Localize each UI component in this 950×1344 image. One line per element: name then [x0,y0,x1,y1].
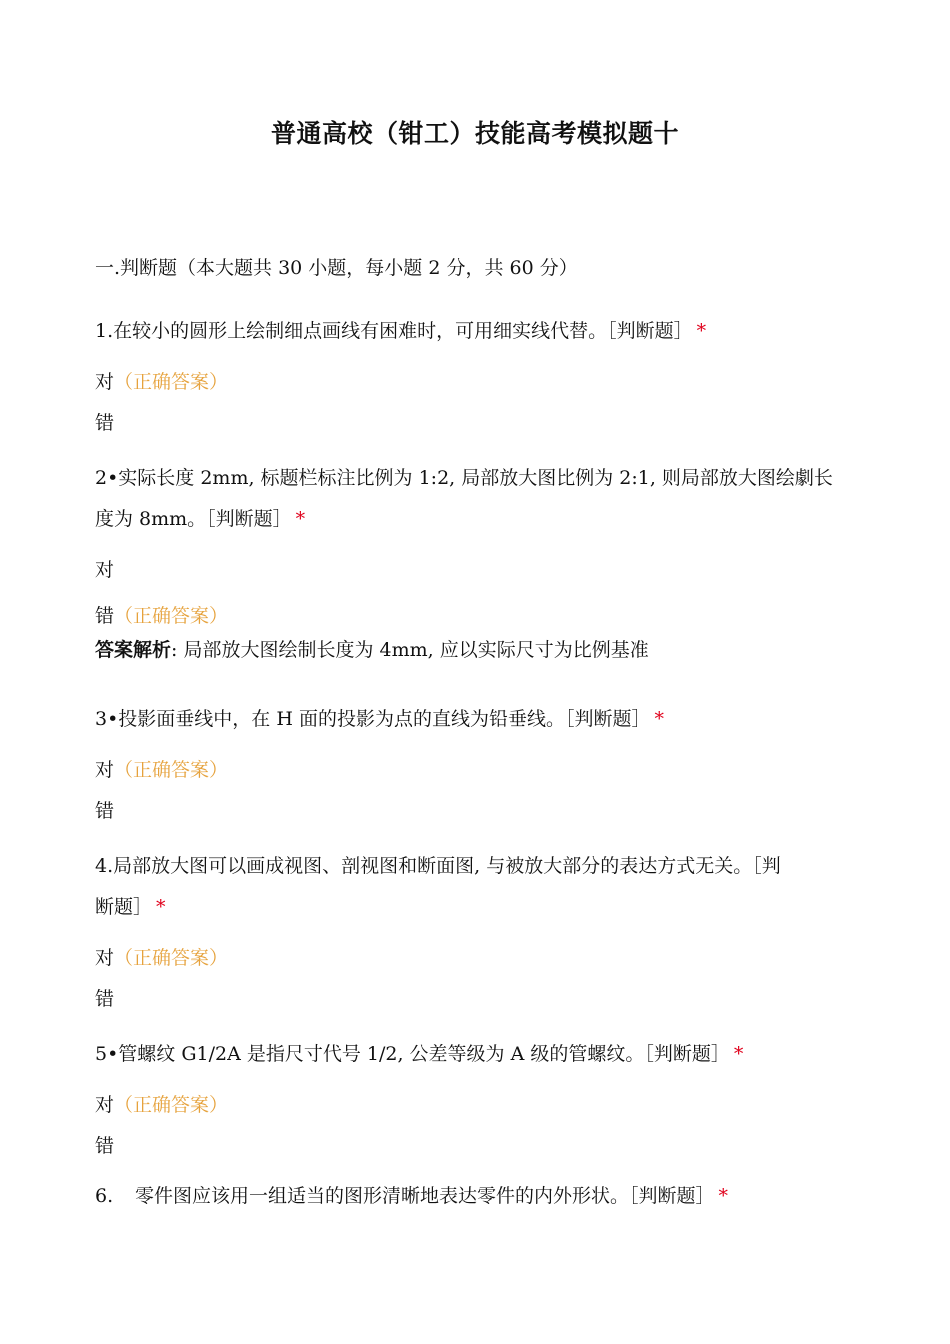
question-4-text-line1: 4.局部放大图可以画成视图、剖视图和断面图, 与被放大部分的表达方式无关。［判 [95,855,781,877]
question-4-option-false[interactable] [95,984,114,1011]
question-5-option-true[interactable] [95,1090,228,1117]
option-label: 对 [95,1094,115,1116]
question-1-option-false[interactable] [95,408,114,435]
question-1-option-true[interactable] [95,367,228,394]
question-2-text-line1: 2•实际长度 2mm, 标题栏标注比例为 1:2, 局部放大图比例为 2:1, 则局部放大图绘劇长 [95,467,833,489]
question-3-text: 3•投影面垂线中，在 H 面的投影为点的直线为铅垂线。［判断题］ [95,708,651,730]
correct-answer-marker: （正确答案） [114,1094,229,1116]
required-star: * [718,1185,729,1207]
question-6-number: 6. [95,1185,114,1207]
question-6-text: 零件图应该用一组适当的图形清晰地表达零件的内外形状。［判断题］ [135,1185,715,1207]
required-star: * [654,708,664,730]
question-3-option-false[interactable] [95,796,114,823]
option-label: 对 [95,371,115,393]
option-label: 错 [95,605,115,627]
document-title: 普通高校（钳工）技能高考模拟题十 [270,119,679,148]
question-3 [95,704,664,731]
required-star: * [733,1043,744,1065]
option-label: 对 [95,947,115,969]
option-label: 对 [95,559,115,581]
question-4-cont [95,892,166,919]
question-6 [95,1181,728,1208]
question-2-cont [95,504,305,531]
question-2 [95,463,833,490]
question-4 [95,851,781,878]
required-star: * [696,320,707,342]
question-5 [95,1039,743,1066]
question-2-text-line2: 度为 8mm。［判断题］ [95,508,292,530]
option-label: 错 [95,800,115,822]
question-2-option-false[interactable] [95,601,228,628]
question-2-option-true[interactable] [95,555,114,582]
question-4-text-line2: 断题］ [95,896,153,918]
section-heading: 一.判断题（本大题共 30 小题，每小题 2 分，共 60 分） [95,257,578,279]
answer-analysis [95,635,649,662]
answer-analysis-text: : 局部放大图绘制长度为 4mm, 应以实际尺寸为比例基准 [171,639,649,661]
required-star: * [295,508,306,530]
question-4-option-true[interactable] [95,943,228,970]
required-star: * [156,896,166,918]
question-5-text: 5•管螺纹 G1/2A 是指尺寸代号 1/2, 公差等级为 A 级的管螺纹。［判断题］ [95,1043,730,1065]
option-label: 错 [95,988,115,1010]
question-1 [95,316,706,343]
correct-answer-marker: （正确答案） [114,759,229,781]
option-label: 错 [95,412,115,434]
question-5-option-false[interactable] [95,1131,114,1158]
question-3-option-true[interactable] [95,755,228,782]
option-label: 错 [95,1135,115,1157]
question-1-text: 1.在较小的圆形上绘制细点画线有困难时，可用细实线代替。［判断题］ [95,320,693,342]
correct-answer-marker: （正确答案） [114,371,229,393]
answer-analysis-label: 答案解析 [95,639,172,661]
option-label: 对 [95,759,115,781]
correct-answer-marker: （正确答案） [114,605,229,627]
correct-answer-marker: （正确答案） [114,947,229,969]
